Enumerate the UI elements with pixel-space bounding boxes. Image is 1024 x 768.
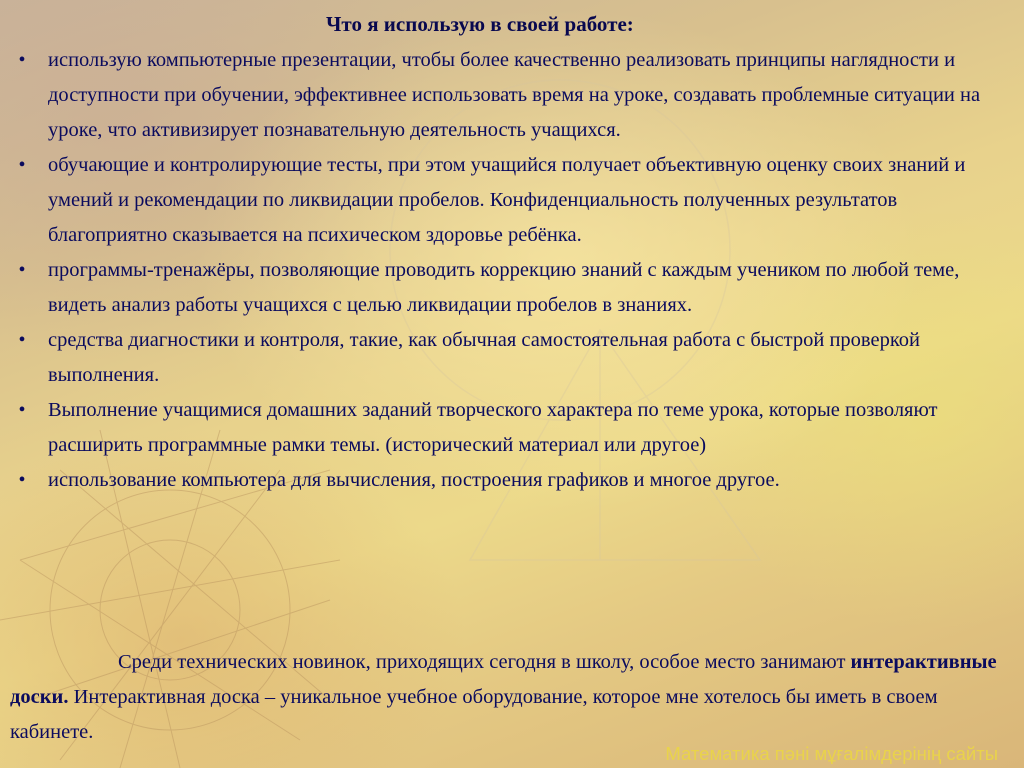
closing-text-before: Среди технических новинок, приходящих сегодня в школу, особое место занимают (118, 651, 851, 673)
closing-bold-text: интерактивные доски. (10, 651, 997, 708)
list-item-text: использование компьютера для вычисления, построения графиков и многое другое. (48, 469, 780, 491)
bullet-icon: • (18, 469, 26, 491)
list-item-text: использую компьютерные презентации, чтобы более качественно реализовать принципы наглядности и доступности при обучении, эффективнее использовать время на уроке, создавать проблемные ситуации на уроке, что активизирует познавательную деятельность учащихся. (48, 49, 981, 141)
list-item (10, 323, 1014, 393)
bullet-icon: • (18, 399, 26, 421)
list-item (10, 148, 1014, 253)
site-footer-link[interactable]: Математика пәні мұғалімдерінің сайты (665, 743, 998, 764)
list-item-text: средства диагностики и контроля, такие, как обычная самостоятельная работа с быстрой проверкой выполнения. (48, 329, 920, 386)
list-item (10, 253, 1014, 323)
bullet-list (10, 43, 1014, 498)
slide-title: Что я использую в своей работе: (326, 12, 634, 36)
bullet-icon: • (18, 154, 26, 176)
bullet-icon: • (18, 49, 26, 71)
bullet-icon: • (18, 259, 26, 281)
bullet-icon: • (18, 329, 26, 351)
list-item (10, 43, 1014, 148)
closing-paragraph (10, 645, 1014, 750)
closing-text-after: Интерактивная доска – уникальное учебное оборудование, которое мне хотелось бы иметь в своем кабинете. (10, 686, 938, 743)
list-item-text: программы-тренажёры, позволяющие проводить коррекцию знаний с каждым учеником по любой теме, видеть анализ работы учащихся с целью ликвидации пробелов в знаниях. (48, 259, 960, 316)
list-item (10, 393, 1014, 463)
list-item-text: Выполнение учащимися домашних заданий творческого характера по теме урока, которые позволяют расширить программные рамки темы. (исторический материал или другое) (48, 399, 938, 456)
list-item-text: обучающие и контролирующие тесты, при этом учащийся получает объективную оценку своих знаний и умений и рекомендации по ликвидации пробелов. Конфиденциальность полученных результатов благоприятно сказывается на психическом здоровье ребёнка. (48, 154, 966, 246)
list-item (10, 463, 1014, 498)
